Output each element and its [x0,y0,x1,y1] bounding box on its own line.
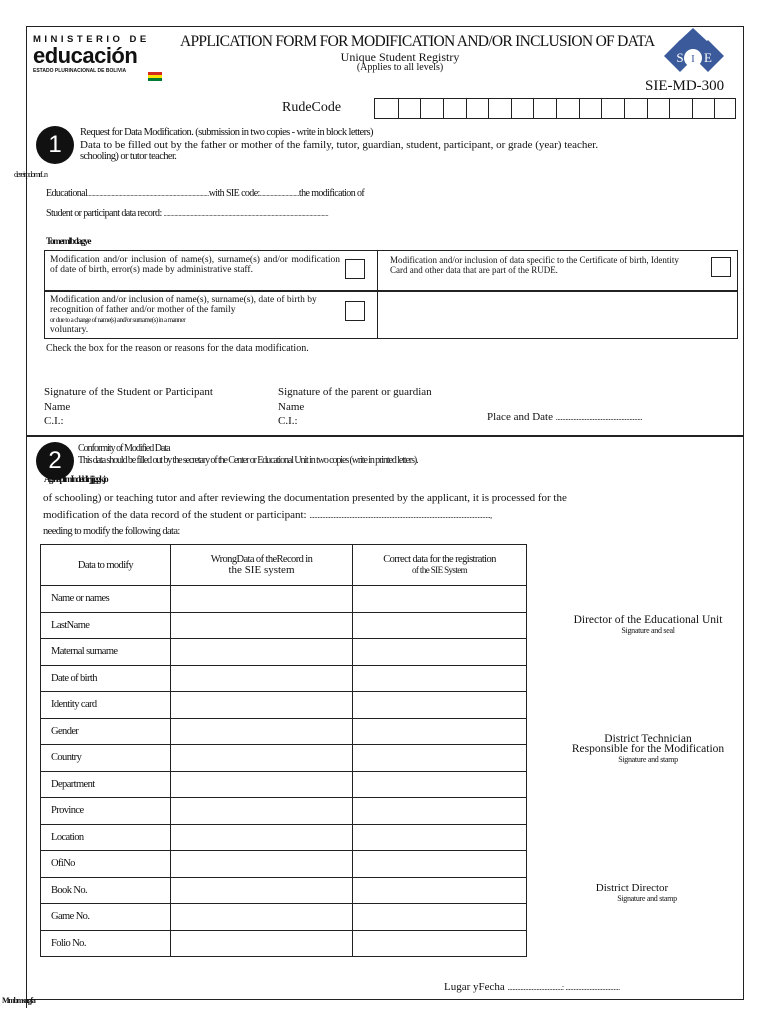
row-label: Department [41,771,171,798]
reason-2-text: Modification and/or inclusion of data specific to the Certificate of birth, Identity Card and other data that are part of the RUDE. [390,255,679,275]
correct-data-cell[interactable] [353,798,527,825]
correct-data-cell[interactable] [353,665,527,692]
section2-para3: needing to modify the following data: [43,526,180,537]
wrong-data-cell[interactable] [171,612,353,639]
section2-instruction: This data should be filled out by the secretary of the Center or Educational Unit in two copies (write in printed letters). [78,455,418,466]
rude-code-cell-divider [511,99,512,118]
sie-logo-icon [648,28,738,84]
bolivia-flag-icon [148,72,162,81]
wrong-data-cell[interactable] [171,930,353,957]
svg-text:E: E [704,50,712,65]
svg-text:S: S [676,50,684,65]
section-1-badge: 1 [36,126,74,164]
table-row [41,665,527,692]
footer-note: Mmbmsn.gfa [2,996,35,1005]
check-note: Check the box for the reason or reasons for the data modification. [46,343,309,354]
correct-data-cell[interactable] [353,586,527,613]
student-ci-label: C.I.: [44,415,64,427]
row-label: Identity card [41,692,171,719]
table-row [41,586,527,613]
wrong-data-cell[interactable] [171,824,353,851]
table-row [41,824,527,851]
rude-code-cell-divider [420,99,421,118]
section1-instruction: Data to be filled out by the father or mother of the family, tutor, guardian, student, participant, or grade (year) teacher. [80,139,599,151]
table-row [41,718,527,745]
correct-data-cell[interactable] [353,639,527,666]
correct-data-cell[interactable] [353,824,527,851]
sig-technician-title-2: Responsible for the Modification [571,743,725,755]
row-label: Location [41,824,171,851]
reason-3-small: or due to a change of name(s) and/or surname(s) in a manner [50,316,186,324]
rude-code-cell-divider [533,99,534,118]
header-data-to-modify: Data to modify [41,545,171,586]
row-label: Folio No. [41,930,171,957]
reason-2-checkbox[interactable] [711,257,731,277]
ministry-top-text: MINISTERIO DE [33,34,150,45]
sie-code-field[interactable]: ............................. [259,190,299,198]
place-date-field[interactable]: ...................................................... [555,413,643,422]
wrong-data-cell[interactable] [171,904,353,931]
sig-technician-sub: Signature and stamp [618,755,678,764]
student-record-line [46,208,328,219]
reason-3-checkbox[interactable] [345,301,365,321]
wrong-data-cell[interactable] [171,692,353,719]
table-row [41,745,527,772]
place-date-label: Place and Date [487,411,553,423]
sie-code-label: with SIE code: [208,188,260,199]
table-row [41,904,527,931]
sig-parent-label: Signature of the parent or guardian [278,386,432,398]
form-title: APPLICATION FORM FOR MODIFICATION AND/OR INCLUSION OF DATA [180,33,655,50]
row-label: LastName [41,612,171,639]
section-2-badge: 2 [36,442,74,480]
wrong-data-cell[interactable] [171,665,353,692]
section2-para1: of schooling) or teaching tutor and after reviewing the documentation presented by the applicant, it is processed for the [43,492,567,504]
table-row [41,851,527,878]
section2-para2 [43,509,492,521]
reason-1-text: Modification and/or inclusion of name(s), surname(s) and/or modification of date of birth, error(s) made by administrative staff. [50,255,340,275]
wrong-data-cell[interactable] [171,639,353,666]
rude-code-cell-divider [488,99,489,118]
sig-technician-title-1: District Technician [604,733,692,745]
section2-garbled: AgfhapilmIndeldirjjjggkjo [44,474,108,484]
section1-frame [26,26,744,436]
section1-heading: Request for Data Modification. (submission in two copies - write in block letters) [80,127,373,138]
reasons-label: Tomemlbdagye [46,236,91,246]
ministry-sub-text: ESTADO PLURINACIONAL DE BOLIVIA [33,68,127,74]
modification-of-label: the modification of [298,188,365,199]
place-date-line [487,411,642,423]
table-row [41,877,527,904]
educational-field[interactable]: .......................................................................................... [87,190,209,198]
row-label: Book No. [41,877,171,904]
rude-code-cell-divider [579,99,580,118]
wrong-data-cell[interactable] [171,586,353,613]
rude-code-cell-divider [669,99,670,118]
sig-director-title: Director of the Educational Unit [573,614,723,626]
row-label: Game No. [41,904,171,931]
table-row [41,930,527,957]
reason-1-cell [44,250,378,291]
correct-data-cell[interactable] [353,930,527,957]
wrong-data-cell[interactable] [171,745,353,772]
row-label: OfiNo [41,851,171,878]
form-code: SIE-MD-300 [645,78,725,94]
rude-code-cell-divider [443,99,444,118]
table-row [41,612,527,639]
lugar-fecha-label: Lugar yFecha [444,981,505,993]
wrong-data-cell[interactable] [171,718,353,745]
reason-3-main: Modification and/or inclusion of name(s), surname(s), date of birth by recognition of father and/or mother of the family [50,295,317,315]
correct-data-cell[interactable] [353,877,527,904]
reason-3-tail: voluntary. [50,325,89,335]
correct-data-cell[interactable] [353,692,527,719]
ministry-logo-text: educación [33,43,138,68]
correct-data-cell[interactable] [353,851,527,878]
table-row [41,771,527,798]
row-label: Date of birth [41,665,171,692]
section2-para2-text: modification of the data record of the student or participant: [43,509,307,521]
rude-code-cell-divider [714,99,715,118]
rude-code-cell-divider [466,99,467,118]
section2-heading: Conformity of Modified Data [78,443,170,454]
educational-label: Educational [46,188,88,199]
applies-note: (Applies to all levels) [356,62,444,73]
svg-text:I: I [691,53,695,65]
correct-data-cell[interactable] [353,904,527,931]
form-subtitle: Unique Student Registry [340,50,460,64]
sig-district-block [532,882,732,903]
sig-district-sub: Signature and stamp [617,894,677,903]
rude-code-label: RudeCode [282,100,342,115]
student-record-field[interactable]: .......................................................................................................................... [163,210,329,218]
wrong-data-cell[interactable] [171,877,353,904]
parent-name-label: Name [278,401,305,413]
section1-instruction2: schooling) or tutor teacher. [80,151,177,162]
correct-data-cell[interactable] [353,612,527,639]
row-label: Country [41,745,171,772]
rude-code-cell-divider [647,99,648,118]
margin-note: dereirpdomrLn [14,170,47,179]
header-wrong-data: WrongData of theRecord in the SIE system [171,545,353,586]
student-record-label: Student or participant data record: [46,208,162,219]
correct-data-cell[interactable] [353,745,527,772]
sig-technician-block [548,733,748,764]
table-row [41,639,527,666]
row-label: Gender [41,718,171,745]
rude-code-cell-divider [692,99,693,118]
left-margin-line [26,436,27,1008]
rude-code-cell-divider [624,99,625,118]
sig-district-title: District Director [595,882,669,894]
modification-table [40,544,527,957]
table-header-row [41,545,527,586]
reason-3-text [50,295,335,335]
table-row [41,692,527,719]
ministry-logo [33,34,165,84]
correct-data-cell[interactable] [353,718,527,745]
sig-director-sub: Signature and seal [621,626,675,635]
reason-3-cell [44,291,378,339]
header-correct-data: Correct data for the registration of the SIE System [353,545,527,586]
reason-1-checkbox[interactable] [345,259,365,279]
sig-student-label: Signature of the Student or Participant [44,386,213,398]
parent-ci-label: C.I.: [278,415,298,427]
rude-code-input[interactable] [374,98,736,119]
correct-data-cell[interactable] [353,771,527,798]
row-label: Name or names [41,586,171,613]
row-label: Province [41,798,171,825]
educational-line [46,188,364,199]
rude-code-cell-divider [601,99,602,118]
wrong-data-cell[interactable] [171,851,353,878]
student-name-label: Name [44,401,71,413]
section2-para2-field[interactable]: ................................................................................................................., [309,511,492,520]
lugar-fecha-field[interactable]: ..................................: .................................. [507,983,620,992]
reason-empty-cell [377,291,738,339]
table-row [41,798,527,825]
wrong-data-cell[interactable] [171,771,353,798]
rude-code-cell-divider [398,99,399,118]
row-label: Maternal surname [41,639,171,666]
sig-director-block [548,614,748,635]
wrong-data-cell[interactable] [171,798,353,825]
lugar-fecha-line [444,981,620,993]
rude-code-cell-divider [556,99,557,118]
reason-2-cell [377,250,738,291]
